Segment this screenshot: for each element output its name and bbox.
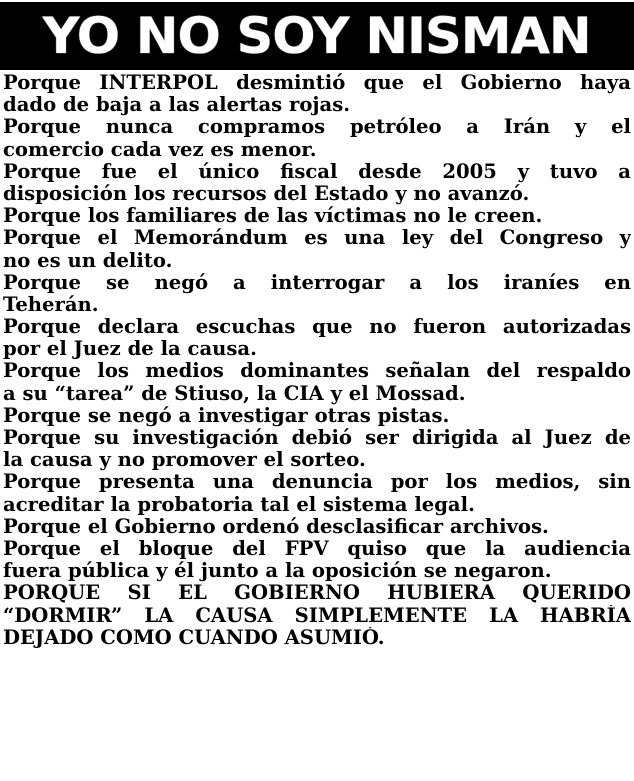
text-line-10: Porque se negó a interrogar a los iraníes en (3, 271, 631, 294)
text-line-25: “DORMIR” LA CAUSA SIMPLEMENTE LA HABRÍA (3, 604, 631, 627)
header-banner (0, 2, 634, 70)
text-line-23: fuera pública y él junto a la oposición se negaron. (3, 560, 552, 583)
poster-title: YO NO SOY NISMAN (43, 7, 591, 65)
text-line-4: comercio cada vez es menor. (3, 138, 317, 161)
text-line-19: Porque presenta una denuncia por los medios, sin (3, 471, 631, 494)
text-line-3: Porque nunca compramos petróleo a Irán y el (3, 116, 631, 139)
text-line-1: Porque INTERPOL desmintió que el Gobierno haya (3, 72, 631, 94)
text-line-20: acreditar la probatoria tal el sistema legal. (3, 493, 475, 516)
text-line-21: Porque el Gobierno ordenó desclasificar archivos. (3, 515, 549, 538)
text-line-2: dado de baja a las alertas rojas. (3, 94, 351, 117)
text-line-14: Porque los medios dominantes señalan del respaldo (3, 360, 631, 383)
text-line-13: por el Juez de la causa. (3, 338, 257, 361)
text-line-8: Porque el Memorándum es una ley del Congreso y (3, 227, 631, 250)
text-line-5: Porque fue el único fiscal desde 2005 y tuvo a (3, 160, 631, 183)
text-line-22: Porque el bloque del FPV quiso que la audiencia (3, 537, 631, 560)
reasons-list (3, 72, 631, 649)
text-line-24: PORQUE SI EL GOBIERNO HUBIERA QUERIDO (3, 582, 631, 605)
text-line-11: Teherán. (3, 293, 99, 316)
text-line-9: no es un delito. (3, 249, 173, 272)
text-line-6: disposición los recursos del Estado y no avanzó. (3, 182, 530, 205)
text-line-18: la causa y no promover el sorteo. (3, 449, 366, 472)
text-line-15: a su “tarea” de Stiuso, la CIA y el Mossad. (3, 382, 466, 405)
text-line-12: Porque declara escuchas que no fueron autorizadas (3, 316, 631, 339)
text-line-17: Porque su investigación debió ser dirigida al Juez de (3, 427, 631, 449)
text-line-16: Porque se negó a investigar otras pistas. (3, 404, 450, 427)
text-line-26: DEJADO COMO CUANDO ASUMIÓ. (3, 626, 385, 649)
text-line-7: Porque los familiares de las víctimas no le creen. (3, 205, 543, 228)
